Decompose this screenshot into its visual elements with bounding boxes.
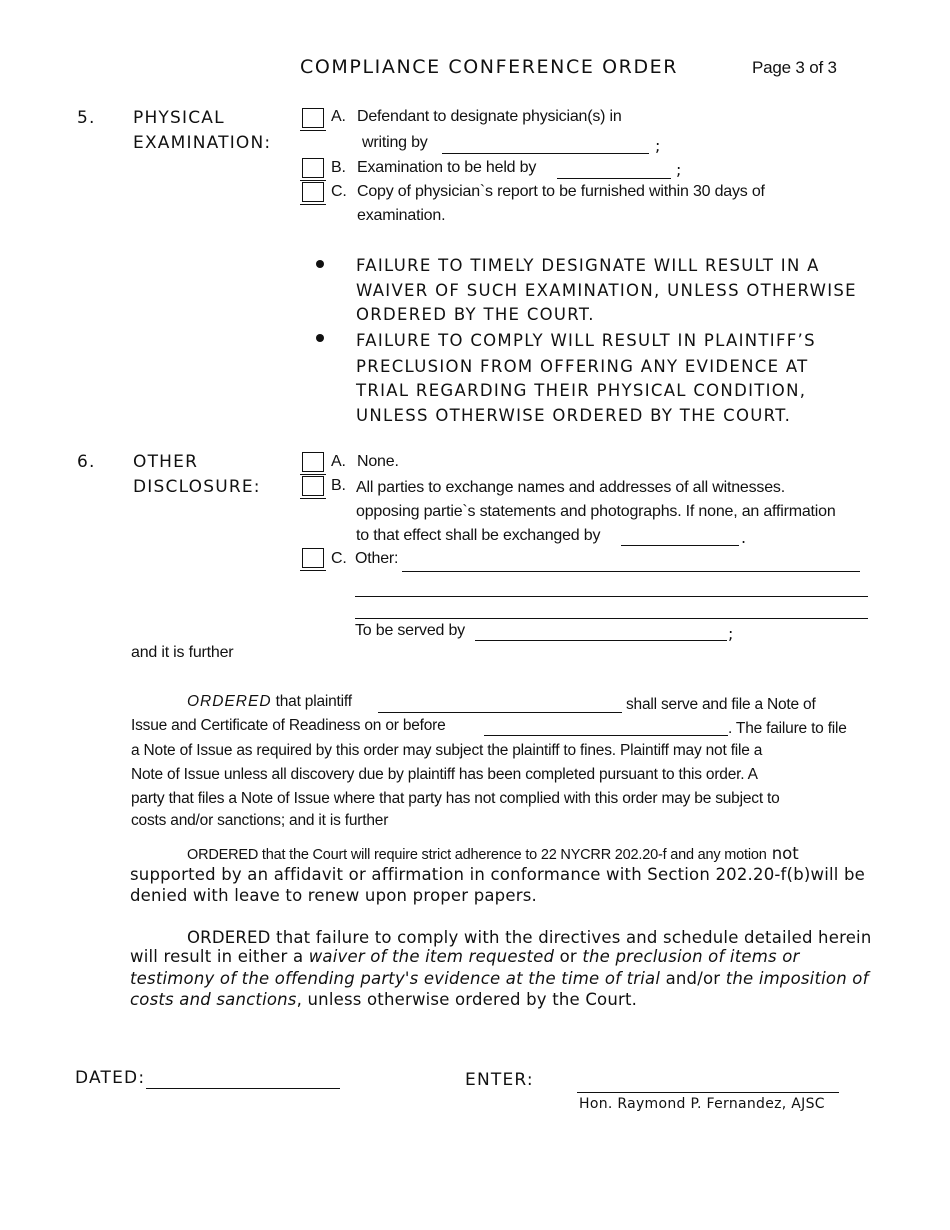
exchange-date-field[interactable] [621, 545, 739, 546]
ordered-1-line6: costs and/or sanctions; and it is further [131, 812, 389, 829]
option-5c-letter: C. [331, 183, 347, 200]
page-title: COMPLIANCE CONFERENCE ORDER [300, 56, 679, 78]
checkbox-6b-underline [300, 498, 326, 499]
other-disclosure-field-line2[interactable] [355, 596, 868, 597]
judge-name: Hon. Raymond P. Fernandez, AJSC [579, 1096, 825, 1112]
checkbox-5c[interactable] [302, 182, 324, 202]
section-6-heading-line2: DISCLOSURE: [133, 477, 261, 497]
ordered-1-line1-b: shall serve and file a Note of [626, 696, 816, 713]
ordered-2-line3: denied with leave to renew upon proper papers. [130, 886, 537, 905]
other-disclosure-field-line3[interactable] [355, 618, 868, 619]
checkbox-5b-underline [300, 180, 326, 181]
served-by-field[interactable] [475, 640, 727, 641]
option-6b-letter: B. [331, 477, 346, 494]
dated-field[interactable] [146, 1088, 340, 1089]
ordered-1-line5: party that files a Note of Issue where that party has not complied with this order may be subject to [131, 790, 780, 807]
page-number: Page 3 of 3 [752, 58, 837, 77]
section-5-heading-line1: PHYSICAL [133, 108, 225, 128]
option-5b-terminator: ; [676, 160, 682, 179]
checkbox-5b[interactable] [302, 158, 324, 178]
option-6a-letter: A. [331, 453, 346, 470]
ordered-3-line3-b: and/or [665, 969, 721, 988]
option-5c-text-line1: Copy of physician`s report to be furnished within 30 days of [357, 183, 765, 200]
ordered-3-line3-c: the imposition of [725, 969, 869, 988]
warning-2-line2: PRECLUSION FROM OFFERING ANY EVIDENCE AT [356, 357, 809, 376]
checkbox-5a[interactable] [302, 108, 324, 128]
option-5a-terminator: ; [655, 136, 661, 155]
checkbox-6a[interactable] [302, 452, 324, 472]
note-of-issue-deadline-field[interactable] [484, 735, 728, 736]
and-it-is-further-1: and it is further [131, 644, 234, 661]
ordered-1-line2-a: Issue and Certificate of Readiness on or before [131, 717, 446, 734]
section-5-number: 5. [77, 108, 96, 128]
ordered-1-line1-a: that plaintiff [275, 693, 352, 710]
checkbox-6c-underline [300, 570, 326, 571]
option-5a-letter: A. [331, 108, 346, 125]
option-6b-text-line2: opposing partie`s statements and photographs. If none, an affirmation [356, 503, 836, 520]
checkbox-5c-underline [300, 204, 326, 205]
ordered-3-line1: ORDERED that failure to comply with the directives and schedule detailed herein [187, 928, 872, 947]
warning-2-line3: TRIAL REGARDING THEIR PHYSICAL CONDITION, [356, 381, 807, 400]
ordered-3-line2-b: waiver of the item requested [308, 947, 555, 966]
checkbox-6b[interactable] [302, 476, 324, 496]
served-by-label: To be served by [355, 622, 465, 639]
ordered-1-line3: a Note of Issue as required by this order may subject the plaintiff to fines. Plaintiff may not file a [131, 742, 763, 759]
ordered-2-line2: supported by an affidavit or affirmation in conformance with Section 202.20-f(b)will be [130, 865, 866, 884]
warning-1-line1: FAILURE TO TIMELY DESIGNATE WILL RESULT IN A [356, 256, 820, 275]
warning-1-line3: ORDERED BY THE COURT. [356, 305, 595, 324]
ordered-1-line2-b: . The failure to file [728, 720, 847, 737]
ordered-3-line4-b: , unless otherwise ordered by the Court. [296, 990, 638, 1009]
ordered-1-line4: Note of Issue unless all discovery due by plaintiff has been completed pursuant to this order. A [131, 766, 758, 783]
option-5b-text: Examination to be held by [357, 159, 537, 176]
physician-designation-date-field[interactable] [442, 153, 649, 154]
checkbox-6a-underline [300, 474, 326, 475]
other-disclosure-field-line1[interactable] [402, 571, 860, 572]
option-6b-terminator: . [741, 528, 747, 547]
judge-signature-line[interactable] [577, 1092, 839, 1093]
option-6b-text-line3: to that effect shall be exchanged by [356, 527, 601, 544]
bullet-icon [316, 260, 324, 268]
ordered-2-line1-tail: not [771, 844, 799, 863]
option-5c-text-line2: examination. [357, 207, 446, 224]
plaintiff-name-field[interactable] [378, 712, 622, 713]
dated-label: DATED: [75, 1068, 146, 1088]
ordered-2-line1: ORDERED that the Court will require strict adherence to 22 NYCRR 202.20-f and any motion [187, 847, 767, 863]
option-5a-text-line2: writing by [362, 134, 428, 151]
ordered-3-line2-c: or [559, 947, 577, 966]
option-6c-letter: C. [331, 550, 347, 567]
served-by-terminator: ; [728, 624, 734, 643]
option-6a-text: None. [357, 453, 399, 470]
option-5b-letter: B. [331, 159, 346, 176]
warning-1-line2: WAIVER OF SUCH EXAMINATION, UNLESS OTHERWISE [356, 281, 857, 300]
option-6c-text: Other: [355, 550, 399, 567]
ordered-3-line2-d: the preclusion of items or [582, 947, 800, 966]
option-5a-text-line1: Defendant to designate physician(s) in [357, 108, 622, 125]
examination-date-field[interactable] [557, 178, 671, 179]
ordered-1-lead: ORDERED [187, 693, 272, 710]
ordered-3-line2-a: will result in either a [130, 947, 304, 966]
section-5-heading-line2: EXAMINATION: [133, 133, 272, 153]
ordered-3-line4-a: costs and sanctions [130, 990, 297, 1009]
bullet-icon [316, 334, 324, 342]
section-6-heading-line1: OTHER [133, 452, 199, 472]
checkbox-6c[interactable] [302, 548, 324, 568]
ordered-3-line3-a: testimony of the offending party's evidence at the time of trial [130, 969, 661, 988]
warning-2-line4: UNLESS OTHERWISE ORDERED BY THE COURT. [356, 406, 792, 425]
checkbox-5a-underline [300, 130, 326, 131]
warning-2-line1: FAILURE TO COMPLY WILL RESULT IN PLAINTIFF’S [356, 331, 816, 350]
enter-label: ENTER: [465, 1070, 534, 1090]
section-6-number: 6. [77, 452, 96, 472]
option-6b-text-line1: All parties to exchange names and addresses of all witnesses. [356, 479, 785, 496]
